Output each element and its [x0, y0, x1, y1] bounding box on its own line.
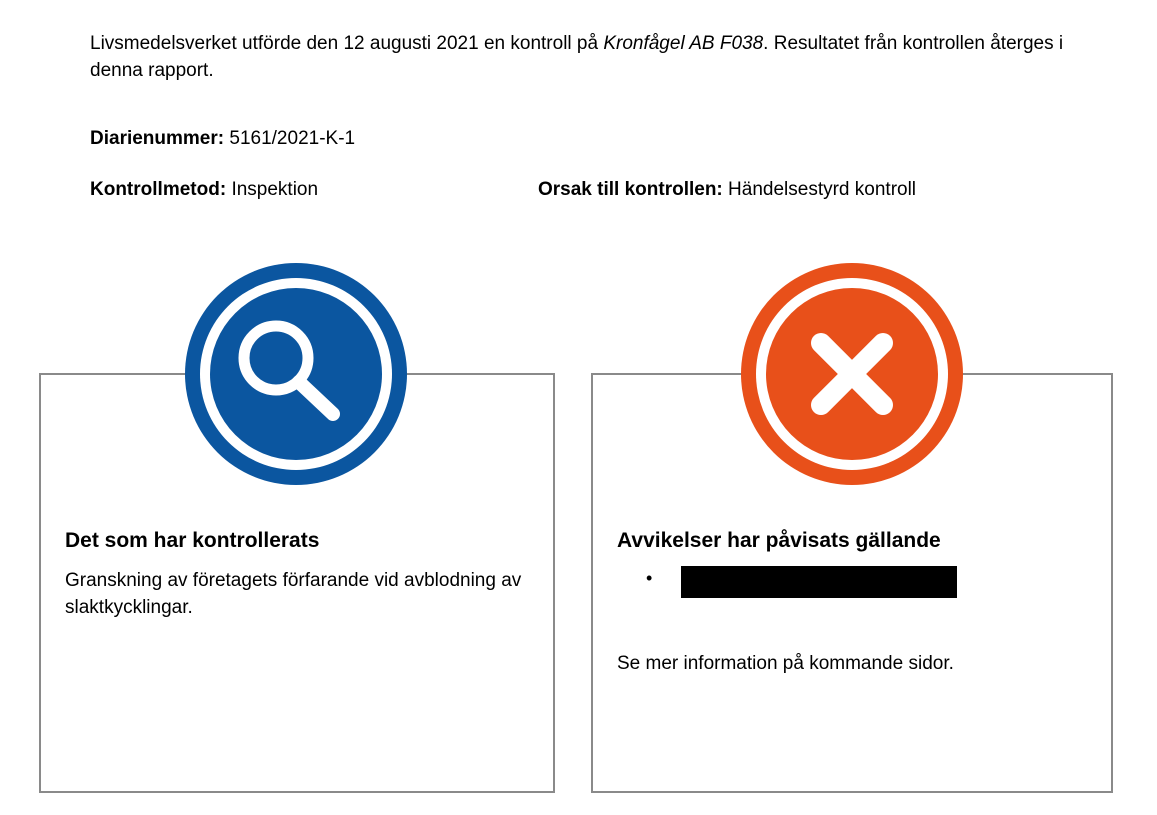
inspected-title: Det som har kontrollerats: [65, 529, 320, 552]
control-method-value: Inspektion: [231, 179, 319, 200]
inspected-description: Granskning av företagets förfarande vid avblodning av slaktkycklingar.: [65, 570, 522, 618]
company-name: Kronfågel AB F038: [603, 33, 764, 54]
diary-number-value: 5161/2021-K-1: [229, 128, 356, 149]
cross-icon: [741, 263, 963, 485]
diary-number: [90, 127, 355, 151]
diary-number-label: Diarienummer:: [90, 128, 225, 149]
deviation-bullet: •: [646, 568, 653, 588]
magnifier-badge-inner: [210, 288, 382, 460]
control-reason: [538, 178, 916, 202]
control-method-label: Kontrollmetod:: [90, 179, 227, 200]
deviations-title: Avvikelser har påvisats gällande: [617, 529, 941, 552]
magnifier-icon: [185, 263, 407, 485]
intro-text-start: Livsmedelsverket utförde den 12 augusti 2021 en kontroll på: [90, 33, 604, 54]
redacted-deviation: [681, 566, 957, 598]
more-info-text: Se mer information på kommande sidor.: [617, 653, 954, 674]
control-reason-label: Orsak till kontrollen:: [538, 179, 723, 200]
control-reason-value: Händelsestyrd kontroll: [728, 179, 917, 200]
intro-text-end: . Resultatet från kontrollen återges i denna rapport.: [90, 33, 1064, 81]
control-method: [90, 178, 318, 202]
intro-paragraph: [90, 30, 1090, 84]
